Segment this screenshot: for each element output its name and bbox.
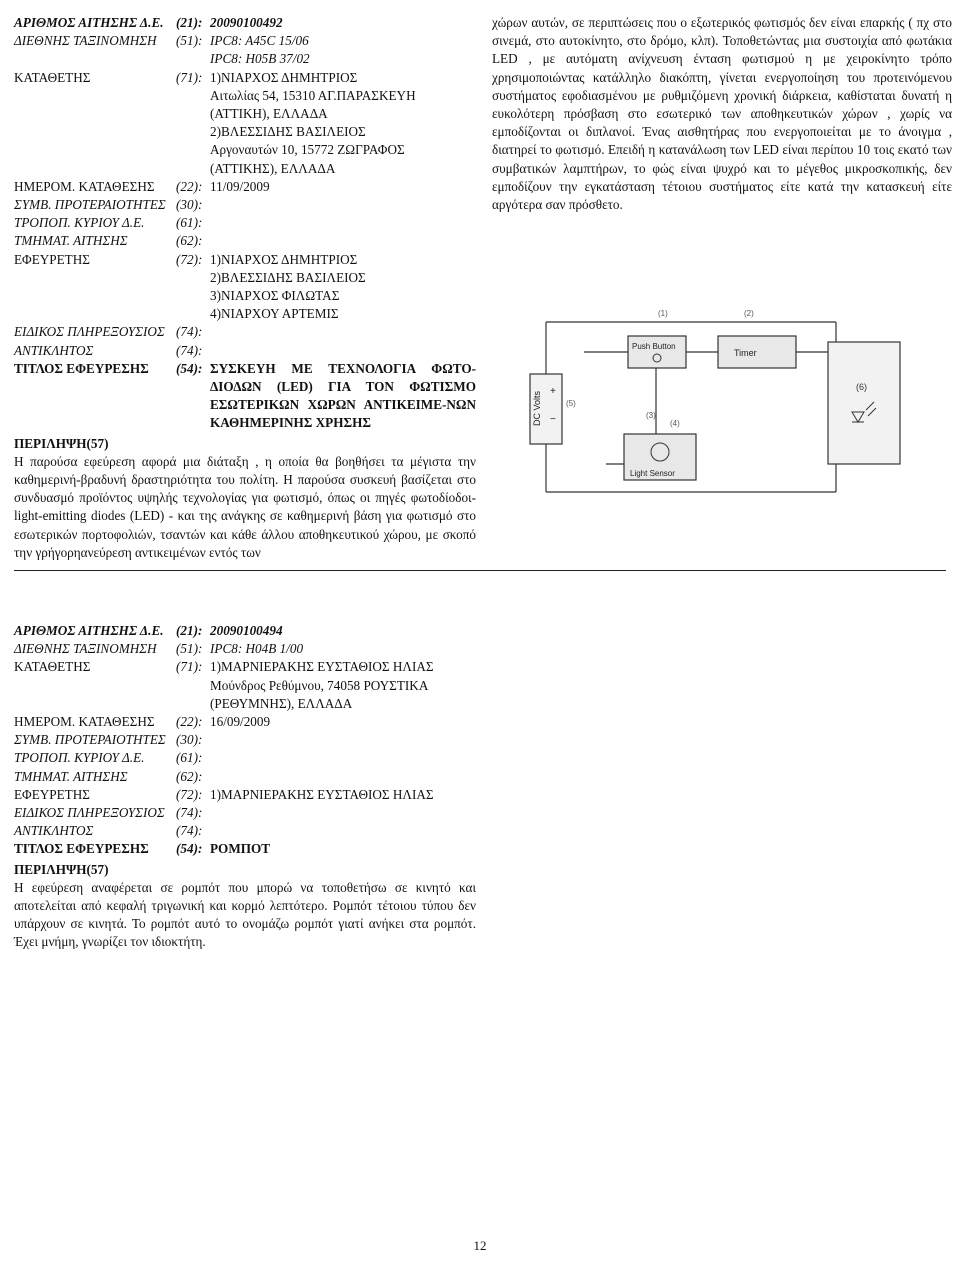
modification-row: [14, 749, 476, 767]
field-label: ΤΡΟΠΟΠ. ΚΥΡΙΟΥ Δ.Ε.: [14, 750, 145, 766]
field-label: ΚΑΤΑΘΕΤΗΣ: [14, 659, 91, 675]
application-number: 20090100492: [210, 15, 283, 30]
inventor-line: 4)ΝΙΑΡΧΟΥ ΑΡΤΕΜΙΣ: [210, 306, 339, 322]
field-code: (71):: [176, 659, 203, 675]
abstract-heading: ΠΕΡΙΛΗΨΗ(57): [14, 861, 109, 877]
field-label: ΕΦΕΥΡΕΤΗΣ: [14, 251, 90, 267]
field-code: (22):: [176, 714, 203, 730]
field-code: (51):: [176, 641, 203, 657]
ref-number: (4): [670, 419, 680, 428]
field-code: (74):: [176, 823, 203, 839]
field-label: ΗΜΕΡΟΜ. ΚΑΤΑΘΕΣΗΣ: [14, 178, 155, 194]
ref-number: (3): [646, 411, 656, 420]
priority-row: [14, 196, 476, 214]
inventor-row: [14, 786, 476, 804]
field-label: ΤΙΤΛΟΣ ΕΦΕΥΡΕΣΗΣ: [14, 360, 149, 376]
record-2: [14, 622, 476, 952]
push-button-label: Push Button: [632, 342, 676, 351]
field-code: (54):: [176, 841, 203, 857]
push-button-block: [628, 336, 686, 368]
invention-title: ΡΟΜΠΟΤ: [210, 841, 271, 857]
plus-label: +: [550, 386, 556, 397]
filing-date-row: [14, 178, 476, 196]
inventor-line: 1)ΝΙΑΡΧΟΣ ΔΗΜΗΤΡΙΟΣ: [210, 251, 358, 267]
field-code: (61):: [176, 750, 203, 766]
representative-row: [14, 342, 476, 360]
applicant-line: 1)ΝΙΑΡΧΟΣ ΔΗΜΗΤΡΙΟΣ: [210, 69, 358, 85]
applicant-line: Αργοναυτών 10, 15772 ΖΩΓΡΑΦΟΣ: [210, 142, 405, 158]
abstract-text: [14, 879, 476, 952]
field-label: ΤΡΟΠΟΠ. ΚΥΡΙΟΥ Δ.Ε.: [14, 215, 145, 231]
modification-row: [14, 214, 476, 232]
record-1-left-column: [14, 14, 476, 562]
filing-date-row: [14, 713, 476, 731]
field-code: (72):: [176, 786, 203, 802]
record-1-right-column: [492, 14, 952, 214]
abstract-paragraph: χώρων αυτών, σε περιπτώσεις που ο εξωτερικός φωτισμός δεν είναι επαρκής ( πχ στο σινεμά, στο αυτοκίνητο, στο δρόμο, κλπ). Τοποθετώντας μια συστοιχία από φωτάκια LED , με αυτόματη ανίχνευση ένταση φωτισμού η με χειροκίνητο τρόπο χρησιμοποιώντας κατάλληλο διακόπτη, γίνεται ενεργοποίηση του προτεινόμενου συστήματος εφοδιασμένου με ρυθμιζόμενη χρονική διάρκεια, καθίσταται δυνατή η ευκολότερη πρόσβαση στο εσωτερικό των αποθηκευτικών χώρων , χωρίς να εμποδίζονται οι διπλανοί. Ένας αισθητήρας που ενεργοποιείται με το άνοιγμα , διατηρεί το φωτισμό. Επειδή η κατανάλωση των LED είναι περίπου 10 τοις εκατό των συμβατικών λαμπτήρων, το φώς είναι ψυχρό και το μέγεθος μικροσκοπικής, δεν εμποδίζουν την εγκατάσταση τέτοιου συστήματος είτε κατά την κατασκευή είτε αργότερα σαν πρόσθετο.: [492, 15, 952, 213]
ipc-class-extra: IPC8: H05B 37/02: [210, 51, 310, 67]
applicant-line: 2)ΒΛΕΣΣΙΔΗΣ ΒΑΣΙΛΕΙΟΣ: [210, 124, 366, 140]
applicant-row: [14, 658, 476, 676]
field-label: ΑΡΙΘΜΟΣ ΑΙΤΗΣΗΣ Δ.Ε.: [14, 15, 164, 30]
divisional-row: [14, 768, 476, 786]
inventor-line: 2)ΒΛΕΣΣΙΔΗΣ ΒΑΣΙΛΕΙΟΣ: [210, 269, 366, 285]
circuit-diagram: [506, 294, 916, 514]
field-label: ΣΥΜΒ. ΠΡΟΤΕΡΑΙΟΤΗΤΕΣ: [14, 197, 166, 213]
title-row: [14, 840, 476, 858]
application-number-row: [14, 14, 476, 32]
special-agent-row: [14, 323, 476, 341]
timer-label: Timer: [734, 348, 757, 358]
ipc-class: IPC8: A45C 15/06: [210, 33, 309, 49]
field-code: (62):: [176, 233, 203, 249]
field-code: (61):: [176, 215, 203, 231]
field-label: ΑΡΙΘΜΟΣ ΑΙΤΗΣΗΣ Δ.Ε.: [14, 623, 164, 638]
title-row: [14, 360, 476, 433]
abstract-heading: ΠΕΡΙΛΗΨΗ(57): [14, 435, 109, 451]
ref-number: (6): [856, 382, 867, 392]
field-code: (51):: [176, 33, 203, 49]
special-agent-row: [14, 804, 476, 822]
abstract-text: [14, 453, 476, 562]
light-sensor-label: Light Sensor: [630, 469, 675, 478]
field-code: (30):: [176, 197, 203, 213]
inventor-row: [14, 251, 476, 269]
application-number-row: [14, 622, 476, 640]
field-label: ΚΑΤΑΘΕΤΗΣ: [14, 69, 91, 85]
field-code: (21):: [176, 15, 203, 30]
applicant-line: Μούνδρος Ρεθύμνου, 74058 ΡΟΥΣΤΙΚΑ: [210, 677, 429, 693]
field-code: (74):: [176, 342, 203, 358]
applicant-line: 1)ΜΑΡΝΙΕΡΑΚΗΣ ΕΥΣΤΑΘΙΟΣ ΗΛΙΑΣ: [210, 659, 434, 675]
ipc-row: [14, 640, 476, 658]
led-block: [828, 342, 900, 464]
applicant-line: (ΑΤΤΙΚΗΣ), ΕΛΛΑΔΑ: [210, 160, 336, 176]
field-code: (22):: [176, 178, 203, 194]
inventor-line: 3)ΝΙΑΡΧΟΣ ΦΙΛΩΤΑΣ: [210, 288, 340, 304]
applicant-line: (ΡΕΘΥΜΝΗΣ), ΕΛΛΑΔΑ: [210, 695, 353, 711]
field-label: ΑΝΤΙΚΛΗΤΟΣ: [14, 342, 94, 358]
ref-number: (5): [566, 399, 576, 408]
field-label: ΣΥΜΒ. ΠΡΟΤΕΡΑΙΟΤΗΤΕΣ: [14, 732, 166, 748]
field-code: (30):: [176, 732, 203, 748]
field-label: ΕΦΕΥΡΕΤΗΣ: [14, 786, 90, 802]
field-label: ΗΜΕΡΟΜ. ΚΑΤΑΘΕΣΗΣ: [14, 714, 155, 730]
minus-label: −: [550, 414, 556, 425]
field-label: ΔΙΕΘΝΗΣ ΤΑΞΙΝΟΜΗΣΗ: [14, 33, 157, 49]
abstract-paragraph: Η παρούσα εφεύρεση αφορά μια διάταξη , η οποία θα βοηθήσει τα μέγιστα την καθημερινή-βραδυνή δραστηριότητα του πολίτη. Η παρούσα συσκευή βασίζεται στο συνδυασμό προϊόντος υψηλής τεχνολογίας για φωτισμό, όπως οι πηγές φωτοδίοδοι- light-emitting diodes (LED) - και της ανάγκης σε καθημερινή βάση για φωτισμό στο εσωτερικών πορτοφολιών, τσαντών και κάθε άλλου αποθηκευτικού χώρου, με σκοπό την γρήγορηανεύρεση αντικειμένων εντός των: [14, 453, 476, 560]
field-code: (71):: [176, 69, 203, 85]
application-number: 20090100494: [210, 623, 283, 638]
invention-title: ΣΥΣΚΕΥΗ ΜΕ ΤΕΧΝΟΛΟΓΙΑ ΦΩΤΟ-ΔΙΟΔΩΝ (LED) ΓΙΑ ΤΟΝ ΦΩΤΙΣΜΟ ΕΣΩΤΕΡΙΚΩΝ ΧΩΡΩΝ ΑΝΤΙΚΕΙΜΕ-ΝΩΝ ΚΑΘΗΜΕΡΙΝΗΣ ΧΡΗΣΗΣ: [210, 360, 476, 431]
divisional-row: [14, 232, 476, 250]
priority-row: [14, 731, 476, 749]
page-number: 12: [473, 1238, 487, 1253]
field-label: ΕΙΔΙΚΟΣ ΠΛΗΡΕΞΟΥΣΙΟΣ: [14, 805, 165, 821]
dc-volts-label: DC Volts: [532, 390, 542, 426]
field-label: ΑΝΤΙΚΛΗΤΟΣ: [14, 823, 94, 839]
field-label: ΤΙΤΛΟΣ ΕΦΕΥΡΕΣΗΣ: [14, 841, 149, 857]
field-label: ΤΜΗΜΑΤ. ΑΙΤΗΣΗΣ: [14, 233, 128, 249]
field-label: ΔΙΕΘΝΗΣ ΤΑΞΙΝΟΜΗΣΗ: [14, 641, 157, 657]
applicant-row: [14, 69, 476, 87]
field-code: (62):: [176, 768, 203, 784]
applicant-line: Αιτωλίας 54, 15310 ΑΓ.ΠΑΡΑΣΚΕΥΗ: [210, 87, 416, 103]
field-label: ΕΙΔΙΚΟΣ ΠΛΗΡΕΞΟΥΣΙΟΣ: [14, 324, 165, 340]
ref-number: (1): [658, 309, 668, 318]
field-code: (54):: [176, 360, 203, 376]
field-code: (72):: [176, 251, 203, 267]
inventor-line: 1)ΜΑΡΝΙΕΡΑΚΗΣ ΕΥΣΤΑΘΙΟΣ ΗΛΙΑΣ: [210, 786, 434, 802]
field-code: (74):: [176, 805, 203, 821]
field-code: (21):: [176, 623, 203, 638]
ref-number: (2): [744, 309, 754, 318]
ipc-row: [14, 32, 476, 50]
ipc-class: IPC8: H04B 1/00: [210, 641, 304, 657]
timer-block: [718, 336, 796, 368]
field-code: (74):: [176, 324, 203, 340]
abstract-continuation: [492, 14, 952, 214]
field-label: ΤΜΗΜΑΤ. ΑΙΤΗΣΗΣ: [14, 768, 128, 784]
abstract-paragraph: Η εφεύρεση αναφέρεται σε ρομπότ που μπορώ να τοποθετήσω σε κινητό και αποτελείται από κεφαλή τριγωνική και κορμό λεπτότερο. Ρομπότ τέτοιου τύπου δεν υπάρχουν σε κινητά. Το ρομπότ αυτό το ονομάζω ρομπότ γιατί ανήκει στα ρομπότ. Έχει μνήμη, γνωρίζει τον ιδιοκτήτη.: [14, 879, 476, 950]
applicant-line: (ΑΤΤΙΚΗ), ΕΛΛΑΔΑ: [210, 106, 328, 122]
filing-date: 11/09/2009: [210, 178, 270, 194]
representative-row: [14, 822, 476, 840]
filing-date: 16/09/2009: [210, 714, 271, 730]
record-separator: [14, 570, 946, 571]
